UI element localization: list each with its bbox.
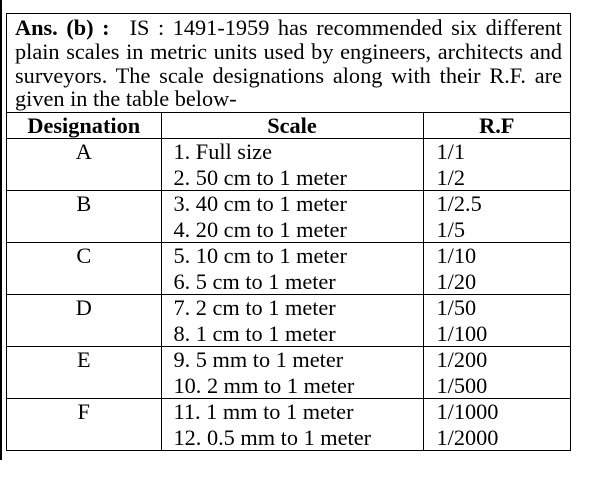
scale-cell (161, 191, 423, 243)
table-row (7, 139, 570, 191)
scale-entry: 10. 2 mm to 1 meter (173, 372, 355, 398)
designation-cell: B (7, 191, 161, 243)
answer-paragraph (7, 14, 570, 112)
designation-cell: E (7, 347, 161, 399)
answer-text: IS : 1491-1959 has recommended six different plain scales in metric units used by engineers, architects and surveyors. The scale designations along with their R.F. are given in the table below- (15, 15, 563, 112)
rf-entry: 1/200 (436, 347, 488, 372)
scale-entry: 3. 40 cm to 1 meter (173, 191, 347, 216)
scale-entry: 9. 5 mm to 1 meter (173, 347, 344, 372)
rf-cell (423, 139, 570, 191)
scale-entry: 8. 1 cm to 1 meter (173, 320, 336, 346)
scale-cell (161, 295, 423, 347)
rf-cell (423, 191, 570, 243)
header-designation: Designation (7, 113, 161, 139)
designation-cell: C (7, 243, 161, 295)
scales-table (7, 112, 570, 450)
rf-entry: 1/1 (436, 139, 465, 164)
table-row (7, 347, 570, 399)
designation-cell: D (7, 295, 161, 347)
scale-entry: 2. 50 cm to 1 meter (173, 164, 347, 190)
table-row (7, 191, 570, 243)
scale-entry: 5. 10 cm to 1 meter (173, 243, 347, 268)
header-rf: R.F (423, 113, 570, 139)
scale-entry: 6. 5 cm to 1 meter (173, 268, 336, 294)
rf-entry: 1/2000 (436, 424, 499, 450)
rf-entry: 1/2 (436, 164, 465, 190)
scale-cell (161, 139, 423, 191)
rf-cell (423, 295, 570, 347)
scale-entry: 7. 2 cm to 1 meter (173, 295, 336, 320)
rf-entry: 1/100 (436, 320, 488, 346)
table-header-row (7, 113, 570, 139)
scale-entry: 1. Full size (173, 139, 272, 164)
scale-cell (161, 399, 423, 451)
rf-cell (423, 243, 570, 295)
scale-cell (161, 347, 423, 399)
rf-entry: 1/2.5 (436, 191, 482, 216)
designation-cell: F (7, 399, 161, 451)
scale-entry: 12. 0.5 mm to 1 meter (173, 424, 372, 450)
scale-cell (161, 243, 423, 295)
table-row (7, 243, 570, 295)
rf-entry: 1/5 (436, 216, 465, 242)
rf-entry: 1/10 (436, 243, 477, 268)
rf-entry: 1/1000 (436, 399, 499, 424)
scale-entry: 11. 1 mm to 1 meter (173, 399, 354, 424)
designation-cell: A (7, 139, 161, 191)
left-margin-rule (0, 0, 2, 460)
rf-entry: 1/50 (436, 295, 477, 320)
table-row (7, 295, 570, 347)
rf-entry: 1/20 (436, 268, 477, 294)
scale-entry: 4. 20 cm to 1 meter (173, 216, 347, 242)
table-row (7, 399, 570, 451)
answer-box (6, 13, 571, 451)
rf-cell (423, 347, 570, 399)
answer-label: Ans. (b) : (15, 15, 110, 40)
header-scale: Scale (161, 113, 423, 139)
rf-cell (423, 399, 570, 451)
rf-entry: 1/500 (436, 372, 488, 398)
